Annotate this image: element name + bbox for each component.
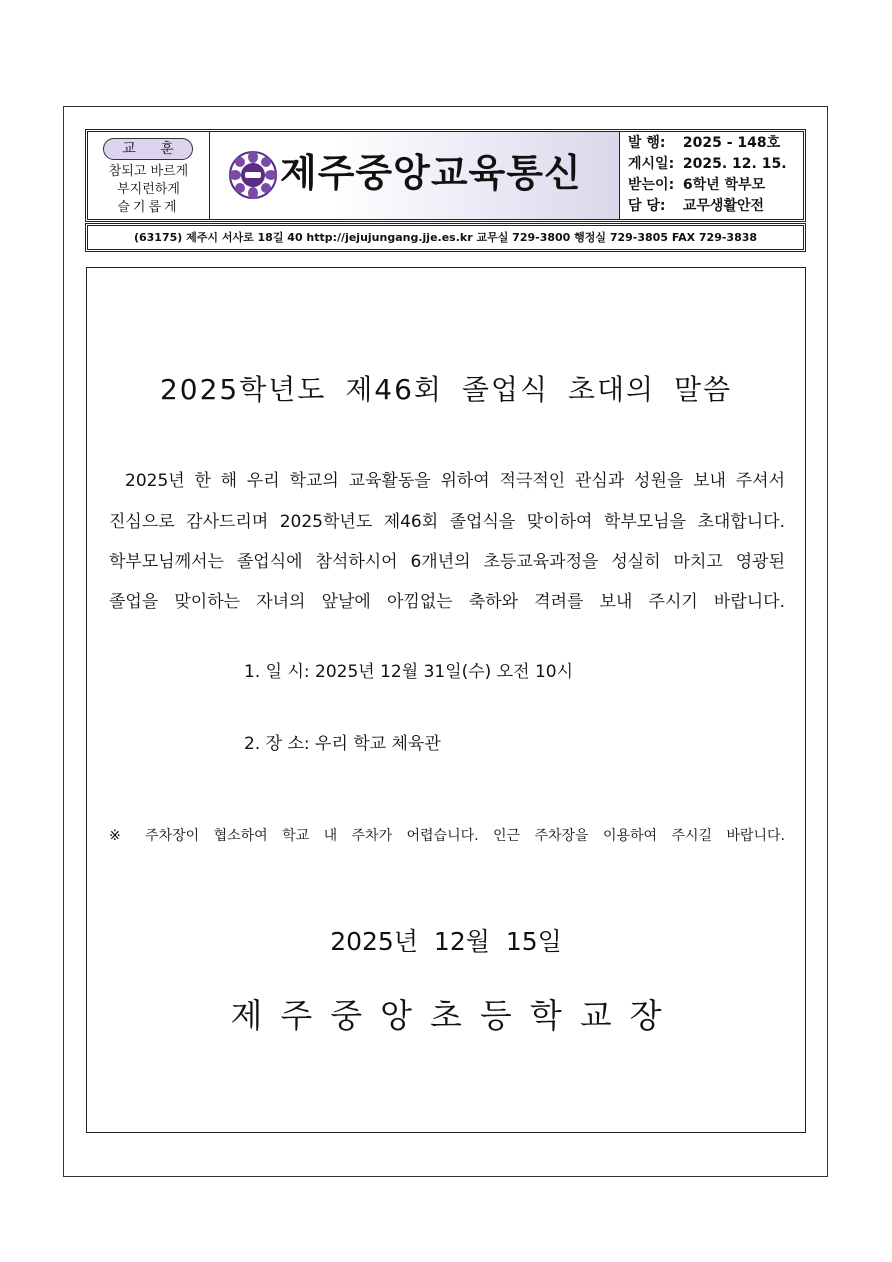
school-emblem-icon [228, 150, 278, 200]
motto-line: 참되고 바르게 [108, 164, 189, 179]
info-issue [628, 133, 780, 153]
info-value: 교무생활안전 [682, 198, 765, 214]
invitation-letter [86, 267, 806, 1133]
paragraph-line: 졸업을 맞이하는 자녀의 앞날에 아낌없는 축하와 격려를 보내 주시기 바랍니다. [109, 592, 785, 612]
school-motto [88, 132, 210, 219]
info-post-date [628, 154, 787, 174]
detail-label: 2. 장 소: [244, 734, 310, 754]
newsletter-header [85, 129, 806, 222]
paragraph-line: 진심으로 감사드리며 2025학년도 제46회 졸업식을 맞이하여 학부모님을 초대합니다. [109, 512, 785, 532]
paragraph-line: 2025년 한 해 우리 학교의 교육활동을 위하여 적극적인 관심과 성원을 보내 주셔서 [125, 471, 785, 491]
paragraph-line: 학부모님께서는 졸업식에 참석하시어 6개년의 초등교육과정을 성실히 마치고 영광된 [109, 552, 785, 572]
info-department [628, 196, 764, 216]
issue-info [620, 132, 803, 219]
parking-notice: ※ 주차장이 협소하여 학교 내 주차가 어렵습니다. 인근 주차장을 이용하여 주시길 바랍니다. [109, 828, 785, 844]
detail-value: 2025년 12월 31일(수) 오전 10시 [315, 662, 574, 682]
detail-label: 1. 일 시: [244, 662, 310, 682]
newsletter-title-cell [210, 132, 620, 219]
detail-value: 우리 학교 체육관 [315, 734, 441, 754]
info-key: 담 당: [628, 198, 666, 214]
info-value: 2025. 12. 15. [682, 156, 787, 172]
letter-title: 2025학년도 제46회 졸업식 초대의 말씀 [159, 373, 733, 406]
motto-line: 부지런하게 [117, 182, 180, 197]
info-key: 받는이: [628, 177, 675, 193]
info-value: 6학년 학부모 [682, 177, 766, 193]
newsletter-title: 제주중앙교육통신 [280, 151, 582, 195]
info-recipient [628, 175, 765, 195]
principal-signature: 제주중앙초등학교장 [230, 996, 680, 1035]
info-key: 발 행: [628, 135, 666, 151]
event-location [244, 732, 441, 756]
letter-date: 2025년 12월 15일 [330, 927, 562, 956]
motto-badge: 교 훈 [103, 138, 193, 160]
motto-line: 슬기롭게 [117, 200, 180, 215]
info-value: 2025 - 148호 [682, 135, 781, 151]
school-address: (63175) 제주시 서사로 18길 40 http://jejujungang.jje.es.kr 교무실 729-3800 행정실 729-3805 FAX 729-3838 [85, 223, 806, 252]
event-datetime [244, 660, 573, 684]
info-key: 게시일: [628, 156, 675, 172]
